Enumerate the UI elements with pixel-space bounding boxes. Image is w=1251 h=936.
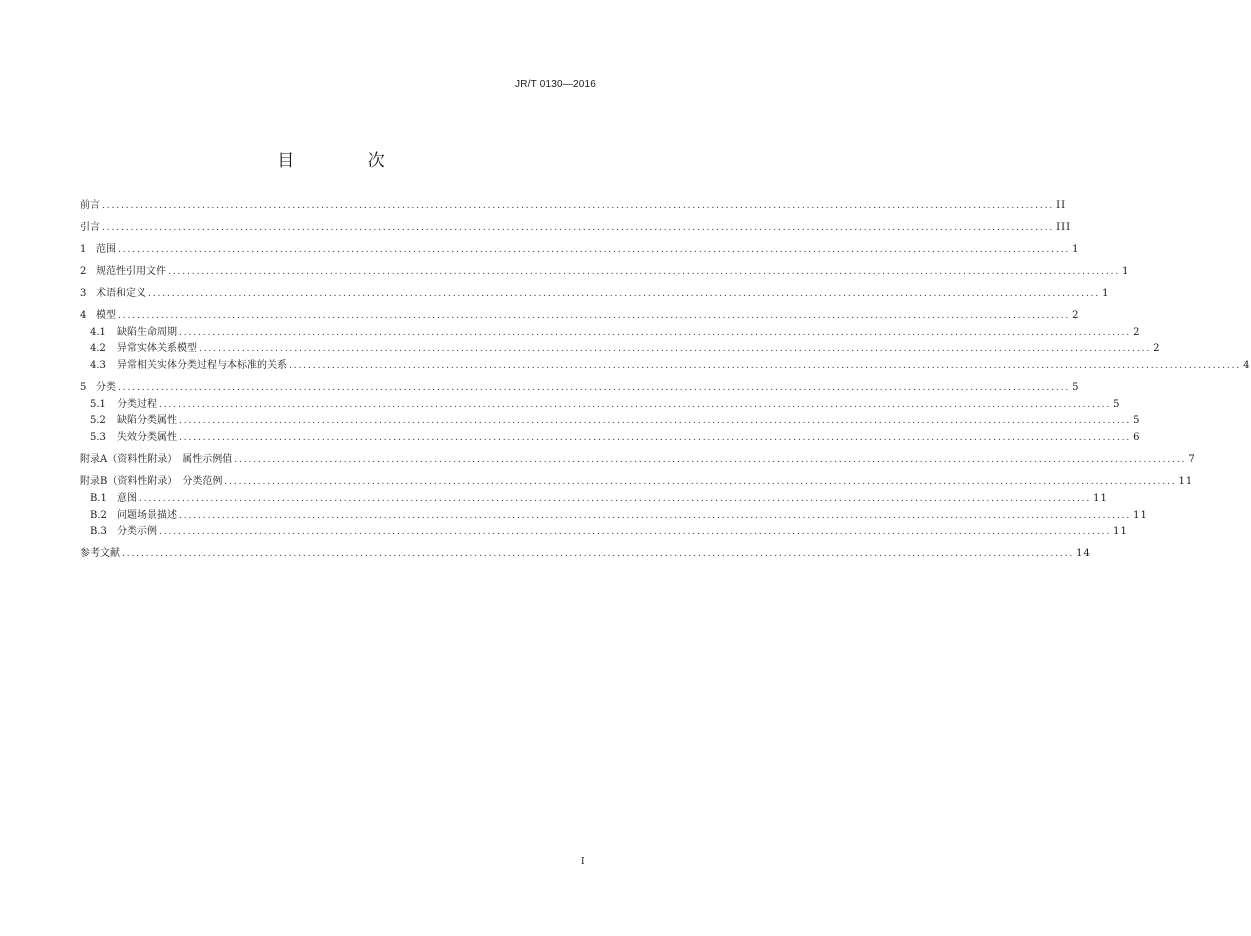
dot-leader: ........................................................................................................................................................................................................ xyxy=(179,327,1132,338)
document-code: JR/T 0130—2016 xyxy=(515,79,596,90)
dot-leader: ........................................................................................................................................................................................................ xyxy=(118,383,1071,394)
toc-entry-page: 5 xyxy=(1072,382,1080,394)
toc-entry-page: 11 xyxy=(1093,492,1108,504)
toc-entry-number: 4.2 xyxy=(90,343,106,355)
toc-entry[interactable] xyxy=(80,342,1161,356)
dot-leader: ........................................................................................................................................................................................................ xyxy=(159,527,1112,538)
toc-entry[interactable] xyxy=(80,326,1141,340)
toc-entry[interactable] xyxy=(80,243,1080,257)
toc-entry-label: 分类示例 xyxy=(117,526,157,538)
toc-entry-number: 4.1 xyxy=(90,326,106,338)
toc-entry[interactable] xyxy=(80,398,1121,412)
toc-entry-number: 3 xyxy=(80,288,87,299)
toc-entry-label: 参考文献 xyxy=(80,548,120,560)
toc-entry-number: 4 xyxy=(80,310,87,321)
dot-leader: ........................................................................................................................................................................................................ xyxy=(159,399,1112,410)
dot-leader: ........................................................................................................................................................................................................ xyxy=(148,289,1101,299)
toc-entry-number: B.1 xyxy=(90,492,107,504)
toc-entry-label: 模型 xyxy=(96,310,116,321)
toc-entry-page: 11 xyxy=(1178,476,1194,488)
toc-entry-number: 5.3 xyxy=(90,432,106,444)
toc-entry-label: 分类过程 xyxy=(117,398,157,410)
toc-entry-page: 14 xyxy=(1076,548,1091,560)
toc-entry-label: 意图 xyxy=(117,492,137,504)
table-of-contents xyxy=(80,199,1251,561)
dot-leader: ........................................................................................................................................................................................................ xyxy=(118,245,1071,255)
toc-entry-label: 异常实体关系模型 xyxy=(117,343,197,355)
toc-entry-label: 缺陷生命周期 xyxy=(117,326,177,338)
toc-entry-label: 异常相关实体分类过程与本标准的关系 xyxy=(117,360,287,372)
toc-entry-label: 范围 xyxy=(96,244,116,255)
toc-entry-number: 5.2 xyxy=(90,415,106,427)
toc-entry-label: 失效分类属性 xyxy=(117,432,177,444)
toc-entry[interactable] xyxy=(80,359,1251,373)
toc-entry-number: 1 xyxy=(80,244,87,255)
dot-leader: ........................................................................................................................................................................................................ xyxy=(179,416,1132,427)
toc-entry-number: 2 xyxy=(80,266,87,277)
dot-leader: ........................................................................................................................................................................................................ xyxy=(102,223,1055,233)
toc-entry-page: 5 xyxy=(1133,415,1141,427)
page-title: 目 次 xyxy=(277,151,419,171)
toc-entry-page: 5 xyxy=(1113,398,1121,410)
toc-entry-page: 11 xyxy=(1113,526,1128,538)
toc-entry-number: 4.3 xyxy=(90,360,106,372)
page-folio: I xyxy=(581,857,585,867)
toc-entry-page: 7 xyxy=(1188,454,1196,466)
toc-entry-page: 2 xyxy=(1072,310,1080,321)
toc-entry[interactable] xyxy=(80,265,1130,279)
toc-entry-label: 规范性引用文件 xyxy=(96,266,166,277)
toc-entry-number: B.2 xyxy=(90,509,107,521)
toc-entry[interactable] xyxy=(80,525,1128,539)
toc-entry-number: 5.1 xyxy=(90,398,106,410)
dot-leader: ........................................................................................................................................................................................................ xyxy=(118,311,1071,321)
toc-entry-label: 附录A（资料性附录） 属性示例值 xyxy=(80,454,233,466)
dot-leader: ........................................................................................................................................................................................................ xyxy=(234,455,1187,466)
toc-entry-page: II xyxy=(1056,200,1067,211)
toc-entry-number: 5 xyxy=(80,382,87,394)
toc-entry-page: 1 xyxy=(1122,266,1130,277)
dot-leader: ........................................................................................................................................................................................................ xyxy=(122,549,1075,560)
toc-entry[interactable] xyxy=(80,475,1194,489)
dot-leader: ........................................................................................................................................................................................................ xyxy=(139,493,1092,504)
toc-entry-page: III xyxy=(1056,222,1072,233)
toc-entry-label: 前言 xyxy=(80,200,100,211)
dot-leader: ........................................................................................................................................................................................................ xyxy=(289,361,1242,372)
toc-entry-page: 2 xyxy=(1133,326,1141,338)
toc-entry-page: 4 xyxy=(1243,360,1251,372)
toc-entry-label: 缺陷分类属性 xyxy=(117,415,177,427)
toc-entry-page: 6 xyxy=(1133,432,1141,444)
dot-leader: ........................................................................................................................................................................................................ xyxy=(179,433,1132,444)
toc-entry[interactable] xyxy=(80,492,1108,506)
toc-entry-label: 问题场景描述 xyxy=(117,509,177,521)
toc-entry-page: 1 xyxy=(1102,288,1110,299)
toc-entry[interactable] xyxy=(80,287,1110,301)
dot-leader: ........................................................................................................................................................................................................ xyxy=(199,344,1152,355)
toc-entry-label: 术语和定义 xyxy=(96,288,146,299)
toc-entry[interactable] xyxy=(80,453,1196,467)
toc-entry-label: 附录B（资料性附录） 分类范例 xyxy=(80,476,223,488)
toc-entry-number: B.3 xyxy=(90,526,107,538)
toc-entry[interactable] xyxy=(80,547,1091,561)
toc-entry[interactable] xyxy=(80,509,1148,523)
toc-entry-page: 2 xyxy=(1153,343,1161,355)
toc-entry[interactable] xyxy=(80,381,1080,395)
toc-entry[interactable] xyxy=(80,221,1072,235)
dot-leader: ........................................................................................................................................................................................................ xyxy=(168,267,1121,277)
toc-entry-page: 1 xyxy=(1072,244,1080,255)
toc-entry[interactable] xyxy=(80,414,1141,428)
toc-entry[interactable] xyxy=(80,309,1080,323)
toc-entry[interactable] xyxy=(80,431,1141,445)
dot-leader: ........................................................................................................................................................................................................ xyxy=(224,477,1177,488)
toc-entry[interactable] xyxy=(80,199,1067,213)
toc-entry-page: 11 xyxy=(1133,509,1148,521)
toc-entry-label: 引言 xyxy=(80,222,100,233)
toc-entry-label: 分类 xyxy=(96,382,116,394)
dot-leader: ........................................................................................................................................................................................................ xyxy=(102,201,1055,211)
dot-leader: ........................................................................................................................................................................................................ xyxy=(179,510,1132,521)
